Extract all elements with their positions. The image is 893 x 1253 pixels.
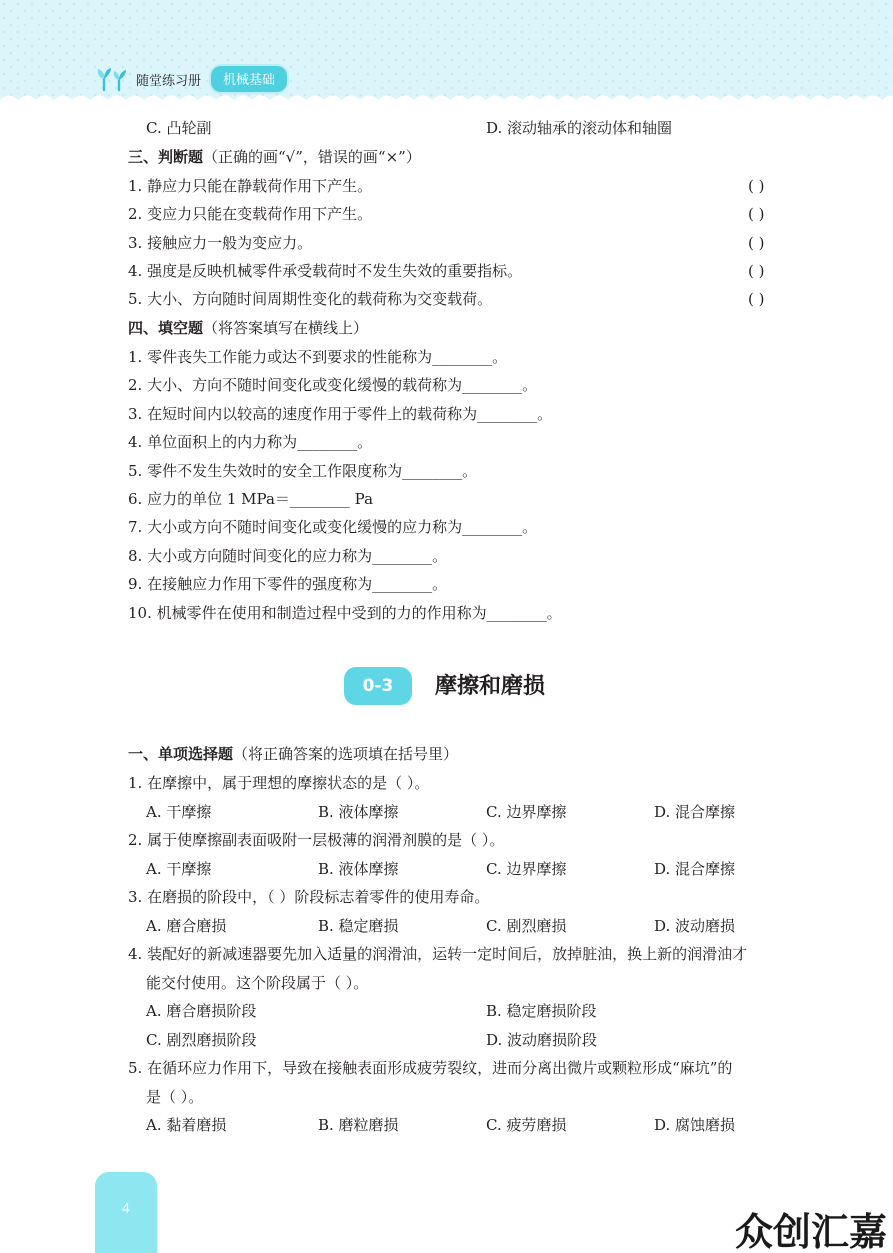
prev-option-d: D. 滚动轴承的滚动体和轴圈 <box>486 119 673 137</box>
subject-badge: 机械基础 <box>209 64 289 94</box>
choice-q4-option-b: B. 稳定磨损阶段 <box>486 1002 597 1020</box>
fill-section-heading <box>128 318 368 338</box>
choice-q2-option-b: B. 液体摩擦 <box>318 860 399 878</box>
choice-q3-option-a: A. 磨合磨损 <box>146 917 227 935</box>
choice-section-title: 一、单项选择题 <box>128 745 234 763</box>
choice-q2-option-c: C. 边界摩擦 <box>486 860 567 878</box>
choice-q5-option-c: C. 疲劳磨损 <box>486 1116 567 1134</box>
section-number-badge: 0-3 <box>344 667 412 705</box>
judge-item-3: 3. 接触应力一般为变应力。 <box>128 234 313 252</box>
choice-section-heading <box>128 744 458 764</box>
judge-answer-blank-5[interactable]: ( ) <box>748 290 765 308</box>
page-number: 4 <box>121 1202 131 1217</box>
choice-q1-stem: 1. 在摩擦中，属于理想的摩擦状态的是（ ）。 <box>128 774 430 792</box>
fill-item-10: 10. 机械零件在使用和制造过程中受到的力的作用称为________。 <box>128 604 562 622</box>
header-band <box>0 0 893 112</box>
choice-q4-stem-line1: 4. 装配好的新减速器要先加入适量的润滑油，运转一定时间后，放掉脏油，换上新的润滑油才 <box>128 945 748 963</box>
choice-q1-option-a: A. 干摩擦 <box>146 803 212 821</box>
judge-answer-blank-4[interactable]: ( ) <box>748 262 765 280</box>
judge-answer-blank-3[interactable]: ( ) <box>748 234 765 252</box>
choice-q3-option-b: B. 稳定磨损 <box>318 917 399 935</box>
section-title: 摩擦和磨损 <box>435 674 546 699</box>
choice-q5-option-d: D. 腐蚀磨损 <box>654 1116 736 1134</box>
judge-section-note: （正确的画“√”，错误的画“×”） <box>203 148 421 166</box>
choice-q5-stem-line1: 5. 在循环应力作用下，导致在接触表面形成疲劳裂纹，进而分离出微片或颗粒形成“麻坑”的 <box>128 1059 733 1077</box>
prev-option-c: C. 凸轮副 <box>146 119 212 137</box>
fill-item-1: 1. 零件丧失工作能力或达不到要求的性能称为________。 <box>128 348 508 366</box>
fill-item-7: 7. 大小或方向不随时间变化或变化缓慢的应力称为________。 <box>128 518 538 536</box>
choice-q2-option-a: A. 干摩擦 <box>146 860 212 878</box>
fill-item-4: 4. 单位面积上的内力称为________。 <box>128 433 373 451</box>
choice-q2-option-d: D. 混合摩擦 <box>654 860 736 878</box>
fill-item-8: 8. 大小或方向随时间变化的应力称为________。 <box>128 547 448 565</box>
choice-q1-option-c: C. 边界摩擦 <box>486 803 567 821</box>
choice-q1-option-d: D. 混合摩擦 <box>654 803 736 821</box>
fill-section-title: 四、填空题 <box>128 319 204 337</box>
fill-item-5: 5. 零件不发生失效时的安全工作限度称为________。 <box>128 462 478 480</box>
choice-q4-option-a: A. 磨合磨损阶段 <box>146 1002 257 1020</box>
choice-q5-option-b: B. 磨粒磨损 <box>318 1116 399 1134</box>
choice-q4-option-d: D. 波动磨损阶段 <box>486 1031 598 1049</box>
judge-item-1: 1. 静应力只能在静载荷作用下产生。 <box>128 177 373 195</box>
page-number-tab <box>95 1172 157 1253</box>
choice-q3-stem: 3. 在磨损的阶段中，（ ）阶段标志着零件的使用寿命。 <box>128 888 490 906</box>
fill-item-2: 2. 大小、方向不随时间变化或变化缓慢的载荷称为________。 <box>128 376 538 394</box>
running-header <box>96 66 289 92</box>
judge-item-4: 4. 强度是反映机械零件承受载荷时不发生失效的重要指标。 <box>128 262 523 280</box>
choice-q5-option-a: A. 黏着磨损 <box>146 1116 227 1134</box>
judge-section-heading <box>128 147 421 167</box>
choice-q5-stem-line2: 是（ ）。 <box>146 1088 204 1106</box>
judge-section-title: 三、判断题 <box>128 148 204 166</box>
judge-item-2: 2. 变应力只能在变载荷作用下产生。 <box>128 205 373 223</box>
sprout-logo-icon <box>96 66 130 92</box>
choice-q3-option-d: D. 波动磨损 <box>654 917 736 935</box>
choice-section-note: （将正确答案的选项填在括号里） <box>233 745 459 763</box>
choice-q4-stem-line2: 能交付使用。这个阶段属于（ ）。 <box>146 974 369 992</box>
judge-item-5: 5. 大小、方向随时间周期性变化的载荷称为交变载荷。 <box>128 290 493 308</box>
watermark: 众创汇嘉 <box>735 1210 888 1253</box>
fill-item-3: 3. 在短时间内以较高的速度作用于零件上的载荷称为________。 <box>128 405 553 423</box>
fill-section-note: （将答案填写在横线上） <box>203 319 369 337</box>
judge-answer-blank-1[interactable]: ( ) <box>748 177 765 195</box>
choice-q1-option-b: B. 液体摩擦 <box>318 803 399 821</box>
choice-q2-stem: 2. 属于使摩擦副表面吸附一层极薄的润滑剂膜的是（ ）。 <box>128 831 505 849</box>
judge-answer-blank-2[interactable]: ( ) <box>748 205 765 223</box>
choice-q4-option-c: C. 剧烈磨损阶段 <box>146 1031 257 1049</box>
book-title: 随堂练习册 <box>136 73 202 89</box>
fill-item-9: 9. 在接触应力作用下零件的强度称为________。 <box>128 575 448 593</box>
fill-item-6: 6. 应力的单位 1 MPa＝________ Pa <box>128 490 374 508</box>
choice-q3-option-c: C. 剧烈磨损 <box>486 917 567 935</box>
